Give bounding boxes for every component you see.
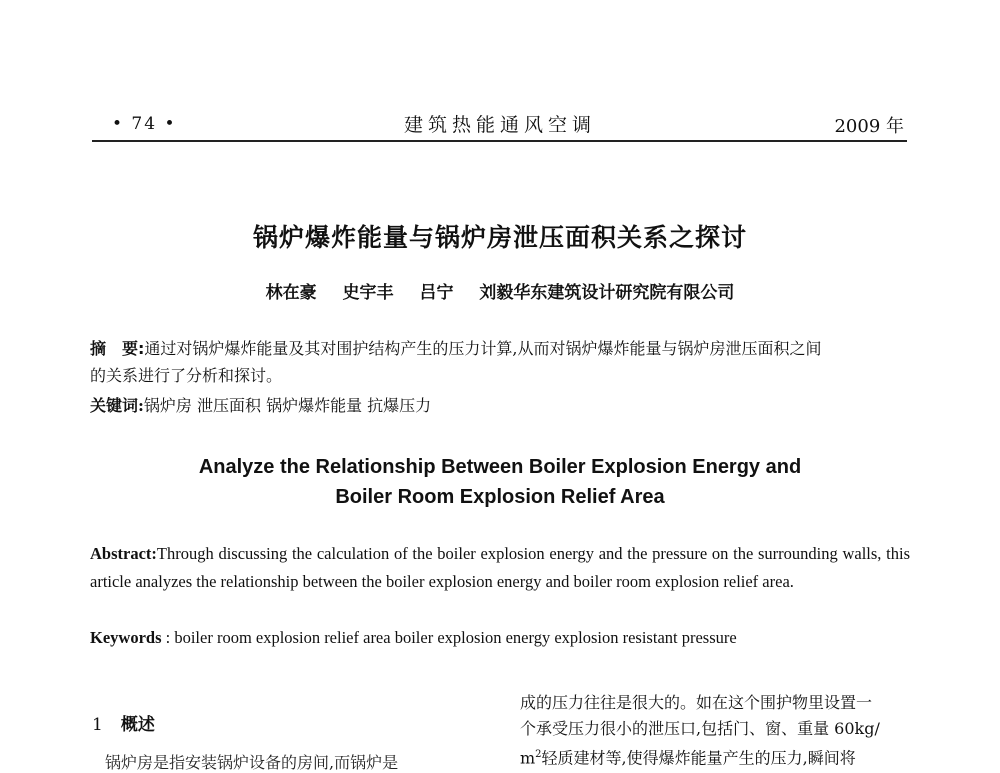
left-column-cut-line: 锅炉房是指安装锅炉设备的房间,而锅炉是 — [105, 753, 399, 772]
keywords-cn-label: 关键词: — [90, 396, 144, 415]
paper-title-en — [0, 452, 1000, 512]
right-col-line2: 个承受压力很小的泄压口,包括门、窗、重量 60kg/ — [520, 719, 880, 738]
keywords-en — [90, 628, 737, 648]
title-en-line2: Boiler Room Explosion Relief Area — [335, 486, 665, 508]
keywords-en-text: : boiler room explosion relief area boiler explosion energy explosion resistant pressure — [165, 628, 737, 647]
page-number: • 74 • — [112, 114, 177, 134]
abstract-cn-line1: 通过对锅炉爆炸能量及其对围护结构产生的压力计算,从而对锅炉爆炸能量与锅炉房泄压面积之间 — [144, 339, 822, 358]
abstract-en-label: Abstract: — [90, 544, 157, 563]
author-1: 林在豪 — [265, 283, 317, 303]
right-col-line1: 成的压力往往是很大的。如在这个围护物里设置一 — [520, 693, 873, 712]
abstract-cn — [90, 335, 910, 389]
author-3: 吕宁 — [419, 283, 454, 303]
section-1-heading — [92, 710, 155, 735]
section-1-title: 概述 — [120, 715, 155, 735]
author-2: 史宇丰 — [342, 283, 394, 303]
header-rule — [92, 140, 907, 142]
abstract-cn-line2: 的关系进行了分析和探讨。 — [90, 366, 283, 385]
abstract-en-text: Through discussing the calculation of the boiler explosion energy and the pressure on the surrounding walls, this article analyzes the relationship between the boiler explosion energy and boiler room explosion relief area. — [90, 544, 910, 591]
affiliation: 刘毅华东建筑设计研究院有限公司 — [479, 283, 735, 303]
issue-year: 2009 年 — [834, 116, 904, 137]
title-en-line1: Analyze the Relationship Between Boiler Explosion Energy and — [198, 456, 802, 478]
section-1-number: 1 — [92, 715, 103, 735]
keywords-cn — [90, 393, 431, 416]
paper-title-cn: 锅炉爆炸能量与锅炉房泄压面积关系之探讨 — [252, 223, 747, 252]
right-col-line3: $m^2$轻质建材等,使得爆炸能量产生的压力,瞬间将 — [520, 748, 856, 768]
keywords-cn-text: 锅炉房 泄压面积 锅炉爆炸能量 抗爆压力 — [143, 396, 432, 415]
right-column-text — [520, 690, 910, 771]
abstract-en — [90, 540, 910, 596]
keywords-en-label: Keywords — [90, 628, 162, 647]
abstract-cn-label: 摘 要: — [90, 339, 145, 358]
journal-name: 建筑热能通风空调 — [403, 114, 596, 136]
author-line — [0, 278, 1000, 303]
